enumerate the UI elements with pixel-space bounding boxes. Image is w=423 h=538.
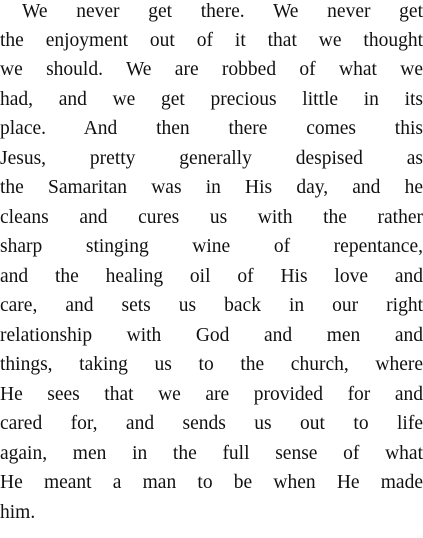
- text-line: Jesus, pretty generally despised as: [0, 148, 423, 169]
- text-line: place. And then there comes this: [0, 118, 423, 139]
- text-line: things, taking us to the church, where: [0, 354, 423, 375]
- text-line: care, and sets us back in our right: [0, 295, 423, 316]
- text-line: cleans and cures us with the rather: [0, 207, 423, 228]
- text-line: and the healing oil of His love and: [0, 266, 423, 287]
- text-line: relationship with God and men and: [0, 325, 423, 346]
- text-line: him.: [0, 502, 36, 523]
- text-line: we should. We are robbed of what we: [0, 59, 423, 80]
- text-line: had, and we get precious little in its: [0, 89, 423, 110]
- text-line: the enjoyment out of it that we thought: [0, 30, 423, 51]
- text-line: sharp stinging wine of repentance,: [0, 236, 423, 257]
- text-line: He sees that we are provided for and: [0, 384, 423, 405]
- text-line: We never get there. We never get: [22, 1, 423, 22]
- text-line: the Samaritan was in His day, and he: [0, 177, 423, 198]
- text-line: again, men in the full sense of what: [0, 443, 423, 464]
- text-line: cared for, and sends us out to life: [0, 413, 423, 434]
- text-line: He meant a man to be when He made: [0, 472, 423, 493]
